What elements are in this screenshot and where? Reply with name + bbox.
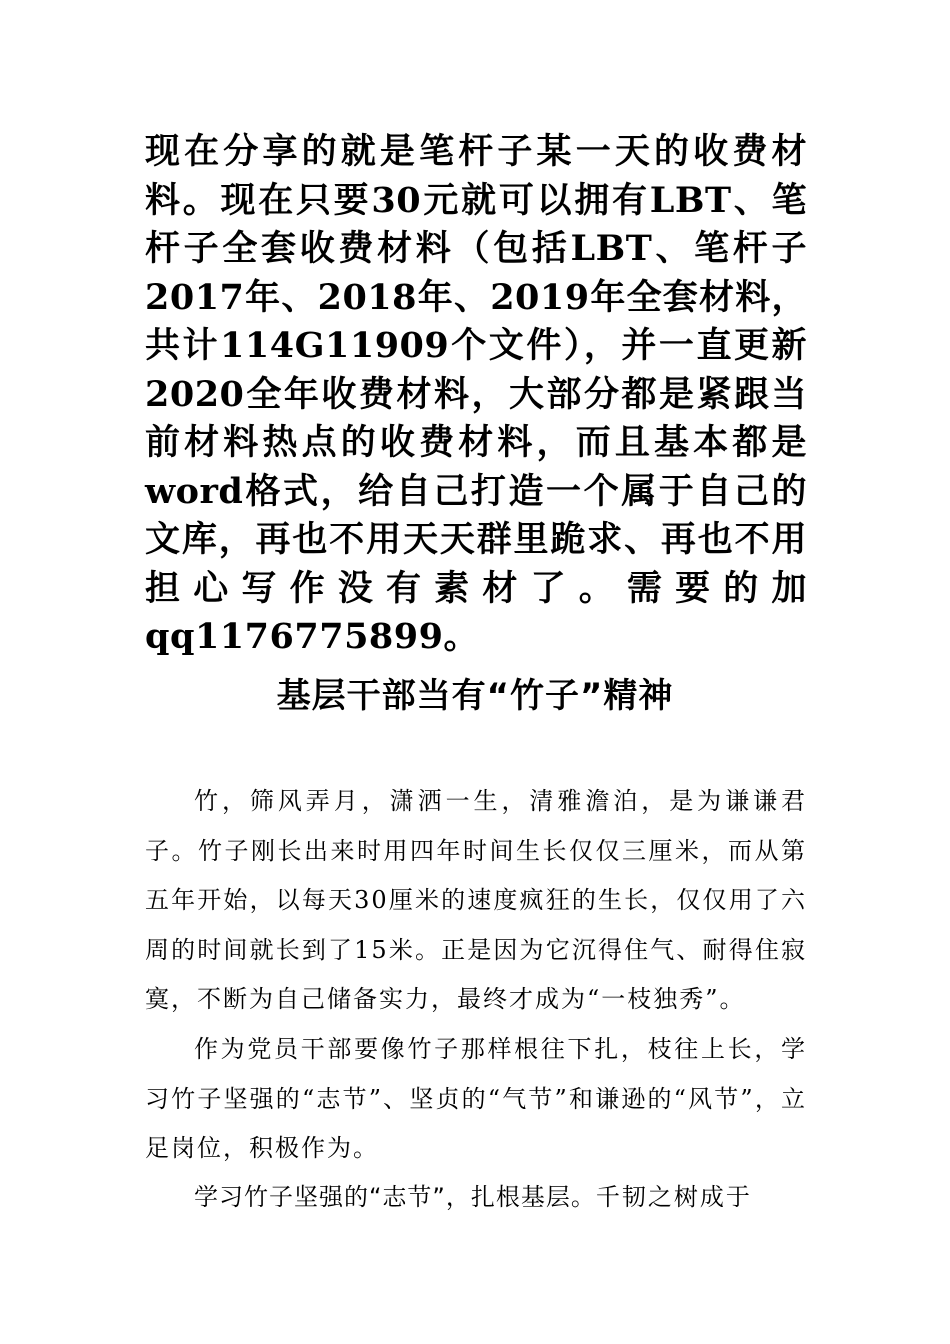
body-paragraph-1: 竹，筛风弄月，潇洒一生，清雅澹泊，是为谦谦君子。竹子刚长出来时用四年时间生长仅仅三厘米，而从第五年开始，以每天30厘米的速度疯狂的生长，仅仅用了六周的时间就长到了15米。正是因为它沉得住气、耐得住寂寞，不断为自己储备实力，最终才成为“一枝独秀”。 [145,787,807,1013]
article-title: 基层干部当有“竹子”精神 [276,676,674,716]
body-paragraph-3-lead: 学习竹子坚强的“志节”，扎根基层。 [194,1183,596,1211]
promo-paragraph: 现在分享的就是笔杆子某一天的收费材料。现在只要30元就可以拥有LBT、笔杆子全套收费材料（包括LBT、笔杆子2017年、2018年、2019年全套材料，共计114G11909个文件），并一直更新2020全年收费材料，大部分都是紧跟当前材料热点的收费材料，而且基本都是word格式，给自己打造一个属于自己的文库，再也不用天天群里跪求、再也不用担心写作没有素材了。需要的加qq1176775899。 [145,131,807,657]
body-paragraph-3 [145,1173,807,1223]
body-paragraph-3-text: 千韧之树成于 [595,1183,752,1211]
body-paragraph-2: 作为党员干部要像竹子那样根往下扎，枝往上长，学习竹子坚强的“志节”、坚贞的“气节”和谦逊的“风节”，立足岗位，积极作为。 [145,1035,807,1162]
